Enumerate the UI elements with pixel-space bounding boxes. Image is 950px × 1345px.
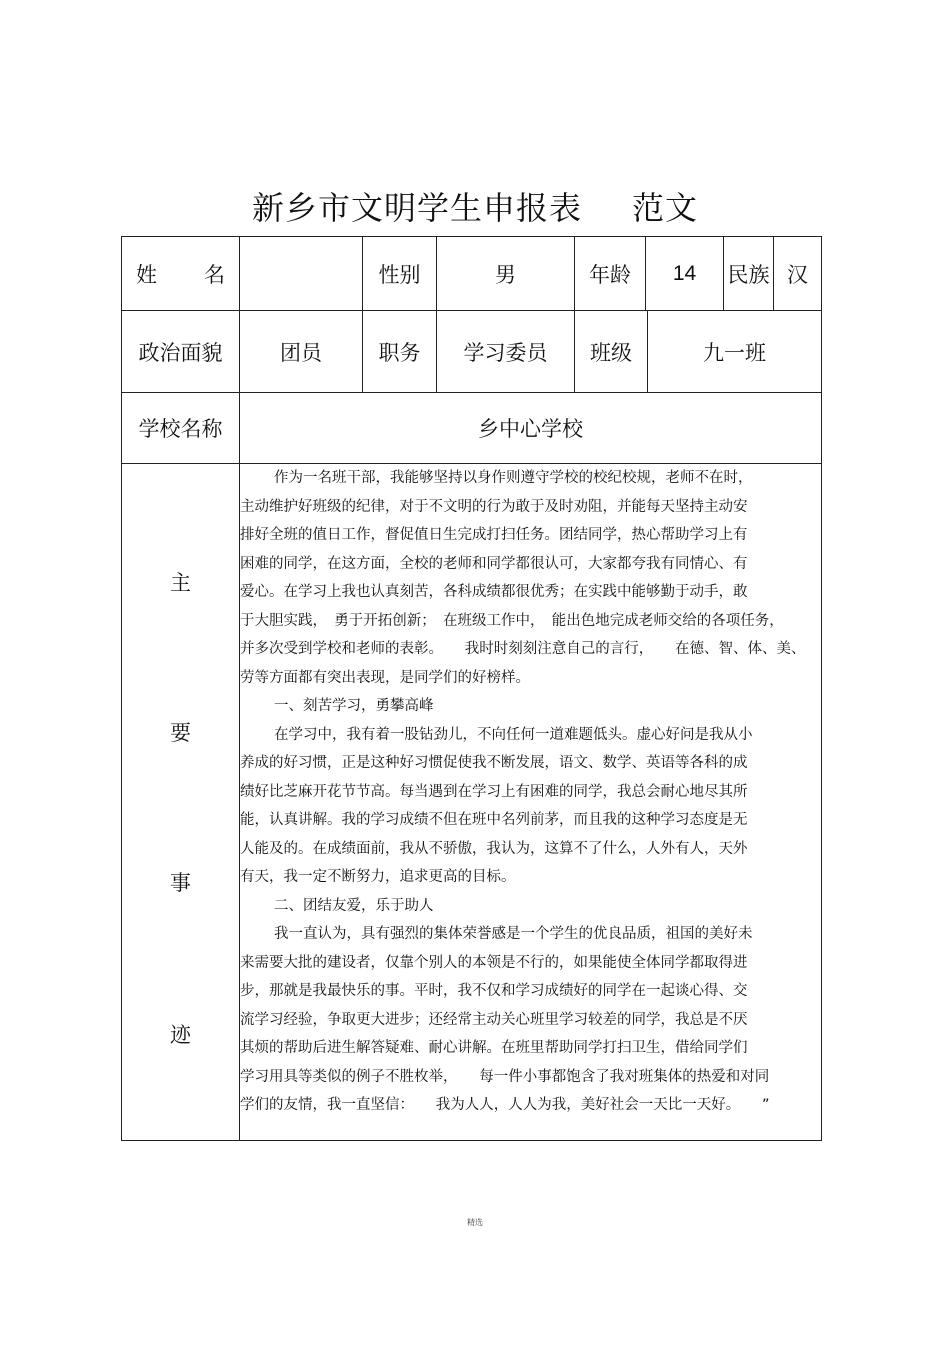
school-field[interactable]: 乡中心学校 (478, 417, 583, 441)
page-title (0, 183, 950, 229)
deeds-label-char: 事 (170, 871, 191, 895)
class-label: 班级 (590, 340, 632, 365)
age-label: 年龄 (589, 262, 631, 287)
ethnicity-field[interactable]: 汉 (787, 262, 808, 287)
ethnicity-label: 民族 (727, 262, 770, 287)
deeds-label-char: 要 (170, 721, 191, 745)
text-line: 学们的友情，我一直坚信： 我为人人，人人为我，美好社会一天比一天好。 ” (240, 1097, 770, 1113)
text-line: 养成的好习惯，正是这种好习惯促使我不断发展，语文、数学、英语等各科的成 (240, 755, 748, 771)
footer-mark: 精选 (467, 1218, 483, 1227)
politics-field[interactable]: 团员 (280, 340, 322, 365)
politics-label: 政治面貌 (138, 340, 223, 365)
school-label: 学校名称 (138, 417, 223, 441)
text-line: 有天，我一定不断努力，追求更高的目标。 (240, 869, 516, 885)
deeds-label-char: 主 (170, 571, 191, 595)
text-line: 能，认真讲解。我的学习成绩不但在班中名列前茅，而且我的这种学习态度是无 (240, 812, 748, 828)
text-line: 来需要大批的建设者，仅靠个别人的本领是不行的，如果能使全体同学都取得进 (240, 954, 748, 971)
text-line: 流学习经验，争取更大进步；还经常主动关心班里学习较差的同学，我总是不厌 (240, 1011, 748, 1028)
name-label: 姓 名 (136, 262, 225, 287)
gender-label: 性别 (378, 262, 421, 287)
text-line: 作为一名班干部，我能够坚持以身作则遵守学校的校纪校规，老师不在时， (274, 470, 753, 486)
title-main: 新乡市文明学生申报表 (251, 189, 582, 227)
position-field[interactable]: 学习委员 (463, 340, 548, 365)
name-field[interactable] (240, 237, 362, 310)
text-line: 主动维护好班级的纪律，对于不文明的行为敢于及时劝阻，并能每天坚持主动安 (240, 498, 748, 515)
text-line: 在学习中，我有着一股钻劲儿，不向任何一道难题低头。虚心好问是我从小 (274, 726, 753, 743)
text-line: 于大胆实践， 勇于开拓创新； 在班级工作中， 能出色地完成老师交给的各项任务， (240, 612, 784, 629)
deeds-label-char: 迹 (170, 1023, 191, 1047)
text-line: 劳等方面都有突出表现，是同学们的好榜样。 (240, 669, 530, 686)
text-line: 学习用具等类似的例子不胜枚举， 每一件小事都饱含了我对班集体的热爱和对同 (240, 1068, 770, 1085)
text-line: 其烦的帮助后进生解答疑难、耐心讲解。在班里帮助同学打扫卫生，借给同学们 (240, 1040, 748, 1056)
text-line: 爱心。在学习上我也认真刻苦，各科成绩都很优秀；在实践中能够勤于动手，敢 (240, 584, 748, 600)
text-line: 人能及的。在成绩面前，我从不骄傲，我认为，这算不了什么，人外有人，天外 (240, 840, 748, 857)
text-line: 并多次受到学校和老师的表彰。 我时时刻刻注意自己的言行， 在德、智、体、美、 (240, 641, 806, 657)
text-line: 步，那就是我最快乐的事。平时，我不仅和学习成绩好的同学在一起谈心得、交 (240, 983, 748, 999)
age-field[interactable]: 14 (672, 261, 697, 285)
text-line: 困难的同学，在这方面，全校的老师和同学都很认可，大家都夸我有同情心、有 (240, 555, 748, 572)
text-line: 我一直认为，具有强烈的集体荣誉感是一个学生的优良品质，祖国的美好未 (274, 926, 753, 942)
gender-field[interactable]: 男 (495, 262, 516, 287)
class-field[interactable]: 九一班 (703, 340, 766, 365)
deeds-text (240, 464, 820, 1120)
title-suffix: 范文 (632, 189, 699, 227)
text-line: 绩好比芝麻开花节节高。每当遇到在学习上有困难的同学，我总会耐心地尽其所 (240, 783, 748, 800)
application-table (121, 236, 822, 1141)
section-heading: 二、团结友爱，乐于助人 (274, 897, 434, 914)
text-line: 排好全班的值日工作，督促值日生完成打扫任务。团结同学，热心帮助学习上有 (240, 527, 748, 543)
position-label: 职务 (378, 340, 421, 365)
section-heading: 一、刻苦学习，勇攀高峰 (274, 698, 434, 714)
